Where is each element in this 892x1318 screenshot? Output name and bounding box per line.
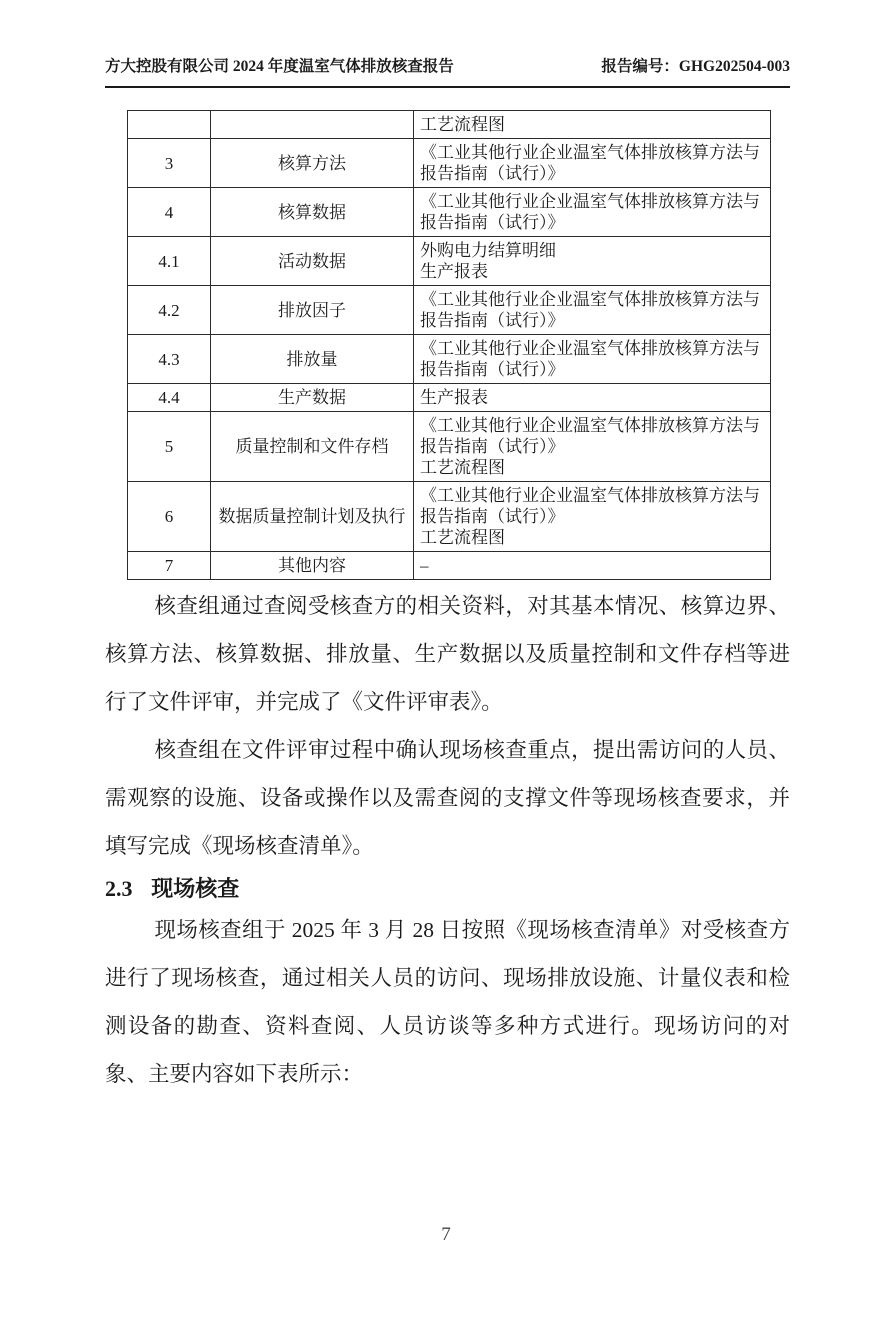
doc-line: 《工业其他行业企业温室气体排放核算方法与报告指南（试行）》	[420, 143, 760, 183]
page-number: 7	[441, 1224, 451, 1245]
table-row	[128, 384, 771, 412]
doc-line: 生产报表	[420, 262, 488, 281]
row-docs-cell	[414, 237, 771, 286]
row-item-cell: 排放因子	[211, 286, 414, 335]
row-item-cell: 质量控制和文件存档	[211, 412, 414, 482]
row-item-cell: 排放量	[211, 335, 414, 384]
doc-line: 工艺流程图	[420, 528, 505, 547]
header-title: 方大控股有限公司 2024 年度温室气体排放核查报告	[105, 58, 454, 75]
row-item-cell	[211, 111, 414, 139]
doc-line: 工艺流程图	[420, 115, 505, 134]
row-item-cell: 数据质量控制计划及执行	[211, 482, 414, 552]
row-docs-cell	[414, 188, 771, 237]
table-row	[128, 335, 771, 384]
row-item-cell: 生产数据	[211, 384, 414, 412]
header-report-number: 报告编号：GHG202504-003	[601, 58, 790, 75]
row-number-cell: 3	[128, 139, 211, 188]
row-number-cell: 4.3	[128, 335, 211, 384]
row-docs-cell	[414, 286, 771, 335]
doc-line: 《工业其他行业企业温室气体排放核算方法与报告指南（试行）》	[420, 290, 760, 330]
row-docs-cell	[414, 482, 771, 552]
row-number-cell: 6	[128, 482, 211, 552]
paragraph-onsite-verification: 现场核查组于 2025 年 3 月 28 日按照《现场核查清单》对受核查方进行了现场核查，通过相关人员的访问、现场排放设施、计量仪表和检测设备的勘查、资料查阅、人员访谈等多种方式进行。现场访问的对象、主要内容如下表所示：	[105, 918, 790, 1086]
doc-line: 《工业其他行业企业温室气体排放核算方法与报告指南（试行）》	[420, 416, 760, 456]
row-number-cell: 4.2	[128, 286, 211, 335]
review-table-body	[128, 111, 771, 580]
body-text	[105, 582, 790, 1098]
table-row	[128, 139, 771, 188]
doc-line: 生产报表	[420, 388, 488, 407]
table-row	[128, 111, 771, 139]
row-number-cell: 5	[128, 412, 211, 482]
table-row	[128, 412, 771, 482]
doc-line: –	[420, 556, 429, 575]
row-item-cell: 其他内容	[211, 552, 414, 580]
document-review-table	[127, 110, 771, 580]
doc-line: 外购电力结算明细	[420, 241, 556, 260]
row-number-cell: 4.4	[128, 384, 211, 412]
page-footer	[0, 1224, 892, 1246]
doc-line: 《工业其他行业企业温室气体排放核算方法与报告指南（试行）》	[420, 486, 760, 526]
doc-line: 《工业其他行业企业温室气体排放核算方法与报告指南（试行）》	[420, 192, 760, 232]
table-row	[128, 552, 771, 580]
document-page	[0, 56, 892, 1318]
paragraph-onsite-focus: 核查组在文件评审过程中确认现场核查重点，提出需访问的人员、需观察的设施、设备或操作以及需查阅的支撑文件等现场核查要求，并填写完成《现场核查清单》。	[105, 738, 790, 858]
table-row	[128, 237, 771, 286]
row-item-cell: 核算数据	[211, 188, 414, 237]
row-docs-cell	[414, 111, 771, 139]
row-number-cell: 4	[128, 188, 211, 237]
row-docs-cell	[414, 335, 771, 384]
section-title: 现场核查	[151, 876, 240, 901]
section-heading	[105, 872, 790, 906]
row-number-cell: 4.1	[128, 237, 211, 286]
row-item-cell: 核算方法	[211, 139, 414, 188]
section-number: 2.3	[105, 876, 133, 901]
doc-line: 《工业其他行业企业温室气体排放核算方法与报告指南（试行）》	[420, 339, 760, 379]
row-item-cell: 活动数据	[211, 237, 414, 286]
row-docs-cell	[414, 139, 771, 188]
table-row	[128, 482, 771, 552]
row-number-cell	[128, 111, 211, 139]
row-docs-cell	[414, 552, 771, 580]
page-header	[105, 56, 790, 88]
paragraph-document-review: 核查组通过查阅受核查方的相关资料，对其基本情况、核算边界、核算方法、核算数据、排放量、生产数据以及质量控制和文件存档等进行了文件评审，并完成了《文件评审表》。	[105, 594, 790, 714]
doc-line: 工艺流程图	[420, 458, 505, 477]
row-number-cell: 7	[128, 552, 211, 580]
row-docs-cell	[414, 384, 771, 412]
row-docs-cell	[414, 412, 771, 482]
table-row	[128, 286, 771, 335]
table-row	[128, 188, 771, 237]
